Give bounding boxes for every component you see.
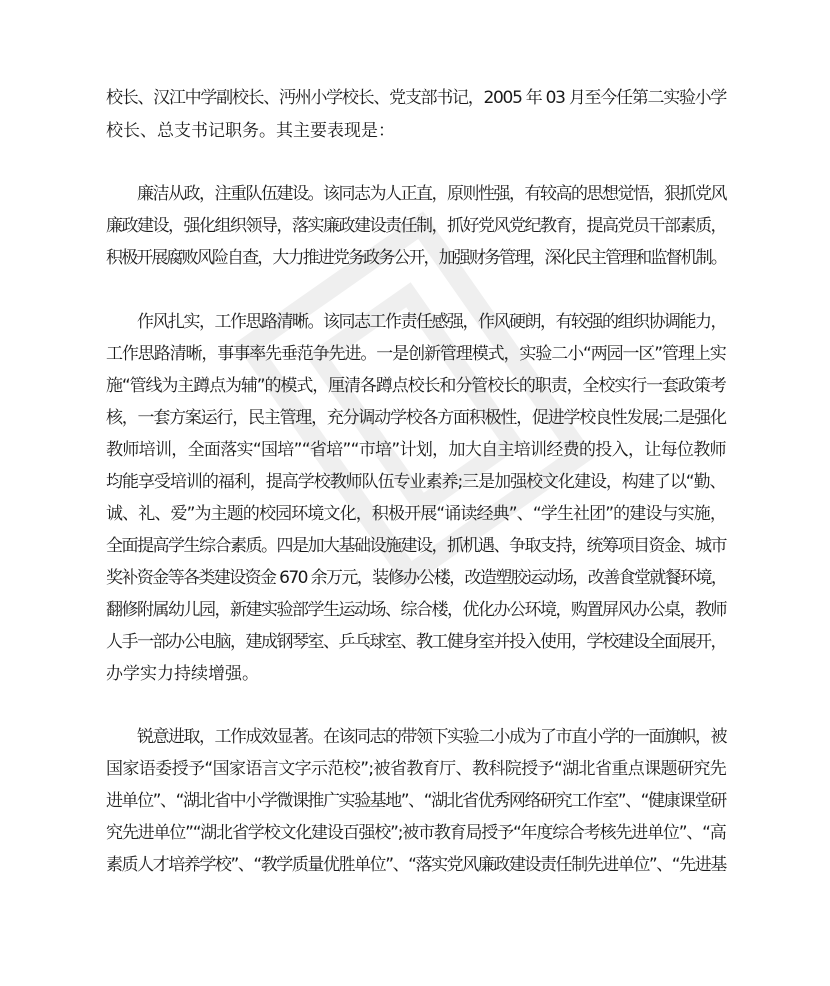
text-line: 均能享受培训的福利，提高学校教师队伍专业素养;三是加强校文化建设，构建了以“勤、 <box>106 472 726 492</box>
text-line: 全面提高学生综合素质。四是加大基础设施建设，抓机遇、争取支持，统筹项目资金、城市 <box>106 536 726 556</box>
text-line: 进单位”、“湖北省中小学微课推广实验基地”、“湖北省优秀网络研究工作室”、“健康课堂研 <box>106 791 726 811</box>
text-line: 施“管线为主蹲点为辅”的模式，厘清各蹲点校长和分管校长的职责，全校实行一套政策考 <box>106 376 726 396</box>
text-line: 廉政建设，强化组织领导，落实廉政建设责任制，抓好党风党纪教育，提高党员干部素质， <box>106 216 726 236</box>
text-line: 校长、汉江中学副校长、沔州小学校长、党支部书记，2005 年 03 月至今任第二实验小学 <box>106 88 727 108</box>
text-line: 素质人才培养学校”、“教学质量优胜单位”、“落实党风廉政建设责任制先进单位”、“先进基 <box>106 855 726 875</box>
text-line: 人手一部办公电脑，建成钢琴室、乒乓球室、教工健身室并投入使用，学校建设全面展开， <box>106 632 726 652</box>
text-line: 办学实力持续增强。 <box>106 664 259 684</box>
text-line: 奖补资金等各类建设资金 670 余万元，装修办公楼，改造塑胶运动场，改善食堂就餐环境， <box>106 568 727 588</box>
text-line: 校长、总支书记职务。其主要表现是： <box>106 121 395 141</box>
text-line: 教师培训，全面落实“国培”“省培”“市培”计划，加大自主培训经费的投入，让每位教师 <box>106 440 726 460</box>
paragraph-first-line: 廉洁从政，注重队伍建设。该同志为人正直，原则性强，有较高的思想觉悟，狠抓党风 <box>137 184 726 204</box>
paragraph-first-line: 锐意进取，工作成效显著。在该同志的带领下实验二小成为了市直小学的一面旗帜，被 <box>137 727 726 747</box>
text-line: 国家语委授予“国家语言文字示范校”;被省教育厅、教科院授予“湖北省重点课题研究先 <box>106 759 727 779</box>
text-line: 工作思路清晰，事事率先垂范争先进。一是创新管理模式，实验二小“两园一区”管理上实 <box>106 344 726 364</box>
text-line: 核，一套方案运行，民主管理，充分调动学校各方面积极性，促进学校良性发展;二是强化 <box>106 408 726 428</box>
text-line: 究先进单位”“湖北省学校文化建设百强校”;被市教育局授予“年度综合考核先进单位”、“高 <box>106 823 726 843</box>
paragraph-first-line: 作风扎实，工作思路清晰。该同志工作责任感强，作风硬朗，有较强的组织协调能力， <box>137 312 726 332</box>
text-line: 积极开展腐败风险自查，大力推进党务政务公开，加强财务管理，深化民主管理和监督机制。 <box>106 248 726 268</box>
text-line: 诚、礼、爱”为主题的校园环境文化，积极开展“诵读经典”、“学生社团”的建设与实施， <box>106 504 727 524</box>
text-line: 翻修附属幼儿园，新建实验部学生运动场、综合楼，优化办公环境，购置屏风办公桌，教师 <box>106 600 726 620</box>
